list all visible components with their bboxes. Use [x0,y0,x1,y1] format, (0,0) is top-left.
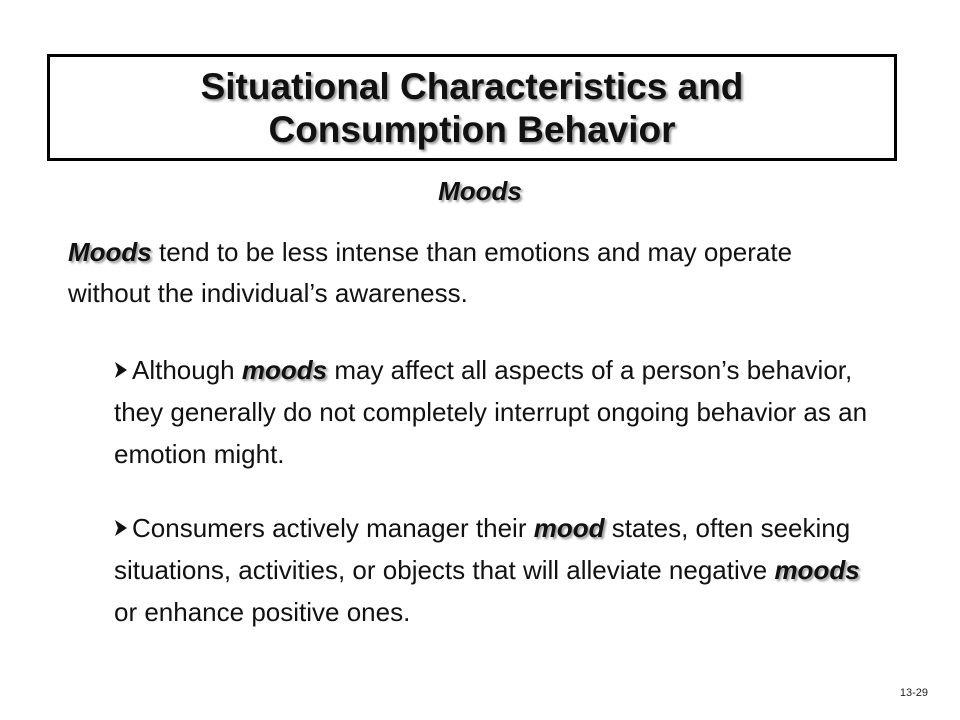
bullet-1 [114,349,884,475]
slide-title-line-2: Consumption Behavior [268,108,676,150]
bullet-2-text-before: Consumers actively manager their [132,513,534,543]
title-box [47,54,897,161]
slide-subtitle: Moods [438,176,522,206]
slide-title-line-1: Situational Characteristics and [200,65,744,107]
bullet-2 [114,507,884,633]
bullet-2-text-after: or enhance positive ones. [114,597,411,627]
bullet-2-text-middle: states, often seeking situations, activities, or objects that will alleviate negative [114,513,851,585]
intro-text: tend to be less intense than emotions and may operate without the individual’s awareness. [68,237,793,308]
slide-number: 13-29 [899,687,928,699]
bullet-2-emphasis: mood [533,513,605,543]
arrow-bullet-icon [114,359,130,381]
intro-emphasis: Moods [68,237,152,267]
bullet-1-emphasis: moods [241,355,328,385]
bullet-2-emphasis-2: moods [774,555,860,585]
bullet-1-text-before: Although [132,355,242,385]
arrow-bullet-icon [114,517,130,539]
bullet-1-text-after: may affect all aspects of a person’s behavior, they generally do not completely interrupt ongoing behavior as an emotion might. [114,355,868,469]
intro-paragraph [68,232,868,314]
